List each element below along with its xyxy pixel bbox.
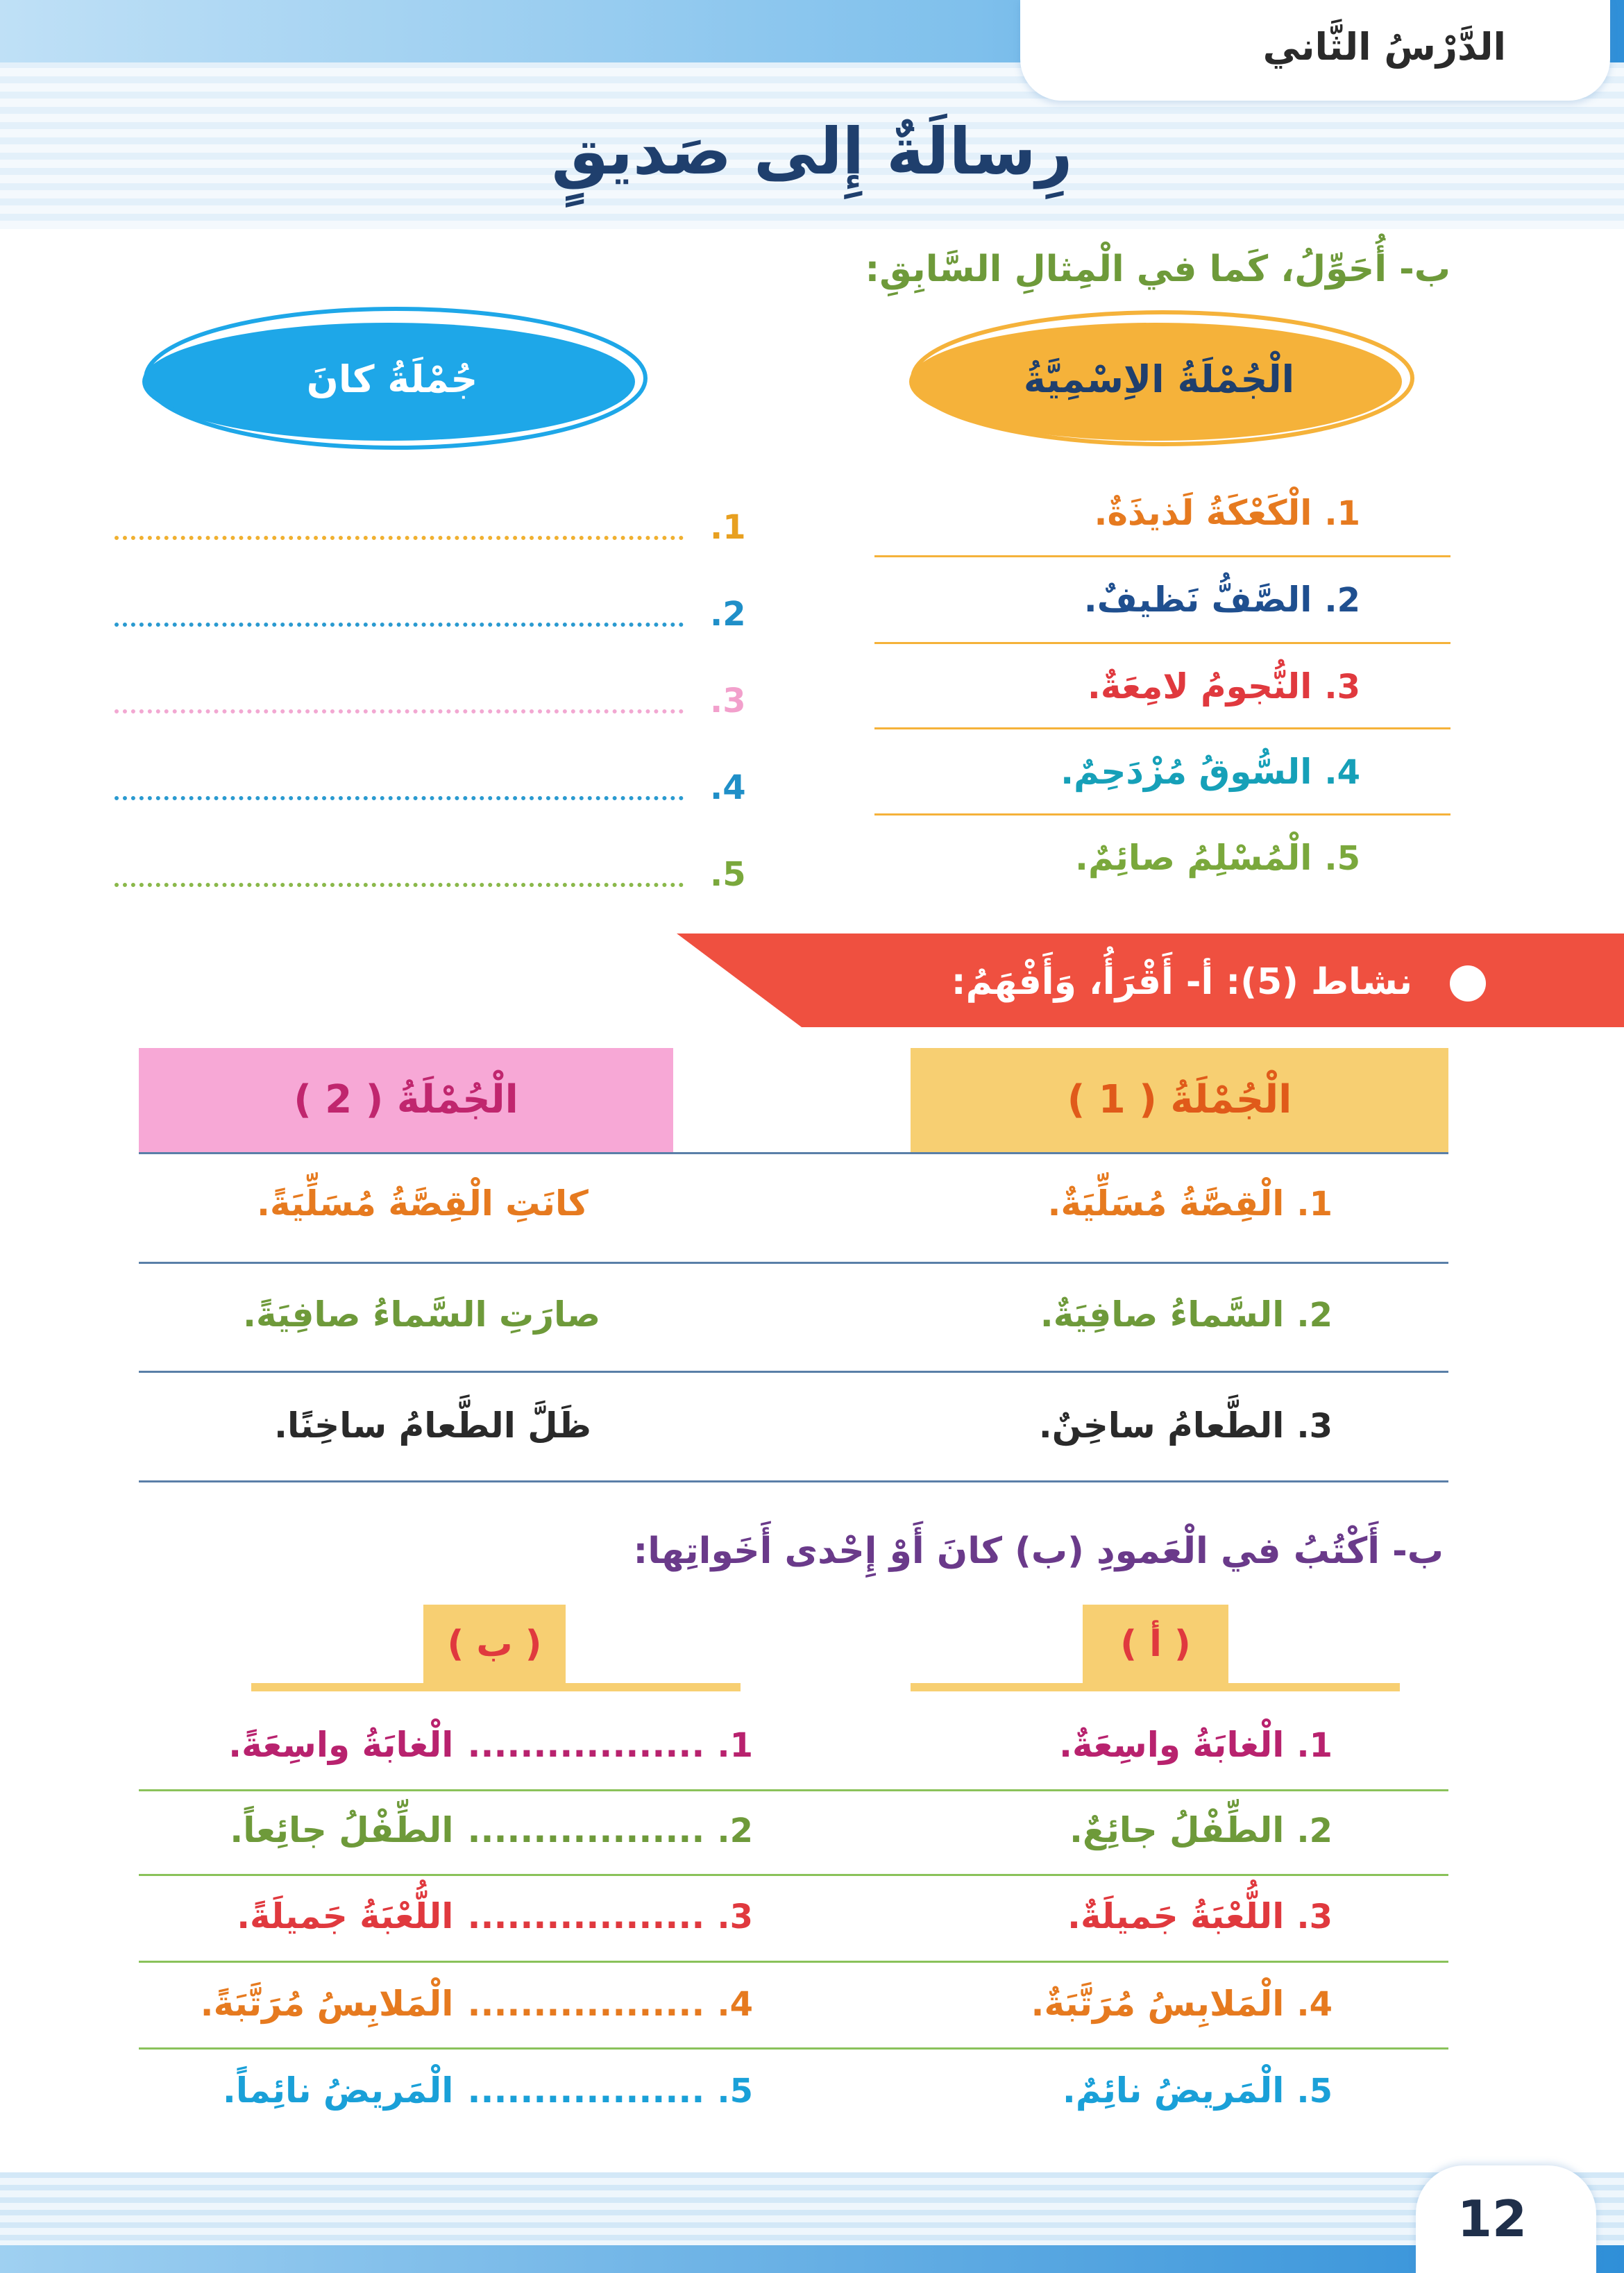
b1-sentence: الْمُسْلِمُ صائِمٌ. [1074,838,1312,878]
b1-number: 2. [1324,581,1360,620]
lesson-tab [1020,0,1610,101]
b2-col-b-row-3 [237,1896,753,1936]
exercise-b2-instruction: ب- أَكْتُبُ في الْعَمودِ (ب) كانَ أَوْ إِحْدى أَخَواتِها: [633,1530,1444,1572]
b2-row-1 [1059,1725,1333,1765]
table-rule [139,1371,1448,1373]
kana-sentence-header: جُمْلَةُ كانَ [306,357,478,401]
b1-row-4 [1060,752,1360,792]
b2-number: 1. [717,1726,753,1765]
b2-number: 5. [717,2072,753,2111]
a5-col1-sentence: السَّماءُ صافِيَةٌ. [1040,1294,1285,1335]
a5-number: 2. [1296,1296,1333,1335]
b2-blank[interactable]: .................. [467,1896,705,1936]
b2-number: 3. [1296,1898,1333,1936]
answer-number: 5. [710,855,746,894]
nominal-sentence-header: الْجُمْلَةُ الاِسْمِيَّةُ [1023,357,1295,401]
a5-col2-sentence: صارَتِ السَّماءُ صافِيَةً. [243,1294,601,1335]
b2-number: 4. [717,1985,753,2024]
answer-line-5[interactable] [115,883,684,887]
column-b-underline [251,1683,741,1691]
b1-row-1 [1094,493,1360,533]
b2-number: 3. [717,1898,753,1936]
b2-col-b-row-1 [228,1725,753,1765]
b2-col-b-sentence: الْمَلابِسُ مُرَتَّبَةً. [200,1984,454,2024]
page-number: 12 [1457,2190,1528,2248]
b2-col-b-sentence: الْمَريضُ نائِماً. [222,2070,454,2111]
b2-rule [139,2047,1448,2050]
b1-number: 4. [1324,753,1360,792]
page-number-tab [1416,2165,1596,2273]
activity-title: نشاط (5): أ- أَقْرَأُ، وَأَفْهَمُ: [951,961,1412,1003]
b2-row-4 [1031,1984,1333,2024]
exercise-b1-instruction: ب- أُحَوِّلُ، كَما في الْمِثالِ السَّابِقِ: [865,248,1450,290]
b1-number: 5. [1324,839,1360,878]
b2-blank[interactable]: .................. [467,1725,705,1765]
table-rule [139,1480,1448,1482]
sentence-2-header: الْجُمْلَةُ ( 2 ) [139,1048,673,1152]
answer-line-4[interactable] [115,796,684,800]
b2-number: 2. [717,1811,753,1850]
b2-blank[interactable]: .................. [467,1984,705,2024]
a5-row-3 [1039,1405,1333,1446]
page-title: رِسالَةٌ إِلى صَديقٍ [551,115,1073,189]
a5-col2-sentence: ظَلَّ الطَّعامُ ساخِنًا. [274,1405,591,1446]
b2-blank[interactable]: .................. [467,2070,705,2111]
b2-rule [139,1961,1448,1963]
b2-col-b-sentence: اللُّعْبَةُ جَميلَةً. [237,1896,454,1936]
b1-sentence: النُّجومُ لامِعَةٌ. [1087,666,1312,707]
b2-row-3 [1067,1896,1333,1936]
b2-row-5 [1063,2070,1333,2111]
b1-row-2 [1084,580,1360,620]
lesson-label: الدَّرْسُ الثَّاني [1262,25,1506,69]
b2-rule [139,1874,1448,1876]
b1-row-3 [1088,666,1360,707]
answer-line-3[interactable] [115,709,684,713]
b2-blank[interactable]: .................. [467,1810,705,1850]
answer-number: 4. [710,768,746,807]
b1-number: 3. [1324,668,1360,707]
b2-col-a-sentence: الطِّفْلُ جائِعٌ. [1069,1810,1285,1850]
table-rule [139,1262,1448,1264]
a5-number: 3. [1296,1407,1333,1446]
answer-number: 3. [710,682,746,720]
b2-col-b-row-5 [223,2070,753,2111]
b1-rule [874,813,1450,816]
b1-rule [874,642,1450,644]
a5-row-2 [1040,1294,1333,1335]
b2-number: 5. [1296,2072,1333,2111]
sentence-1-header: الْجُمْلَةُ ( 1 ) [911,1048,1448,1152]
answer-number: 2. [710,595,746,634]
answer-number: 1. [710,508,746,547]
a5-col1-sentence: الْقِصَّةُ مُسَلِّيَةٌ. [1047,1183,1285,1224]
b2-col-b-sentence: الْغابَةُ واسِعَةً. [228,1725,454,1765]
a5-row-1 [1047,1183,1333,1224]
footer-band [0,2245,1624,2273]
answer-line-1[interactable] [115,536,684,540]
b2-row-2 [1069,1810,1333,1850]
b2-col-a-sentence: الْمَلابِسُ مُرَتَّبَةٌ. [1031,1984,1285,2024]
b2-col-a-sentence: الْمَريضُ نائِمٌ. [1062,2070,1285,2111]
b2-col-b-row-4 [201,1984,753,2024]
b1-sentence: السُّوقُ مُزْدَحِمٌ. [1060,752,1312,792]
b1-sentence: الصَّفُّ نَظيفٌ. [1083,580,1312,620]
column-b-label: ( ب ) [423,1605,566,1684]
b2-number: 2. [1296,1811,1333,1850]
b1-row-5 [1075,838,1360,878]
b2-col-a-sentence: الْغابَةُ واسِعَةٌ. [1059,1725,1285,1765]
a5-col2-sentence: كانَتِ الْقِصَّةُ مُسَلِّيَةً. [257,1183,589,1224]
b1-sentence: الْكَعْكَةُ لَذيذَةٌ. [1094,493,1312,533]
b1-rule [874,555,1450,557]
table-rule [139,1152,1448,1154]
b2-number: 4. [1296,1985,1333,2024]
b1-number: 1. [1324,494,1360,533]
b2-col-b-sentence: الطِّفْلُ جائِعاً. [230,1810,454,1850]
b2-col-a-sentence: اللُّعْبَةُ جَميلَةٌ. [1067,1896,1285,1936]
b1-rule [874,727,1450,729]
answer-line-2[interactable] [115,623,684,627]
column-a-underline [911,1683,1400,1691]
column-a-label: ( أ ) [1083,1605,1228,1684]
b2-col-b-row-2 [230,1810,753,1850]
b2-number: 1. [1296,1726,1333,1765]
a5-col1-sentence: الطَّعامُ ساخِنٌ. [1038,1405,1285,1446]
a5-number: 1. [1296,1185,1333,1224]
b2-rule [139,1789,1448,1791]
